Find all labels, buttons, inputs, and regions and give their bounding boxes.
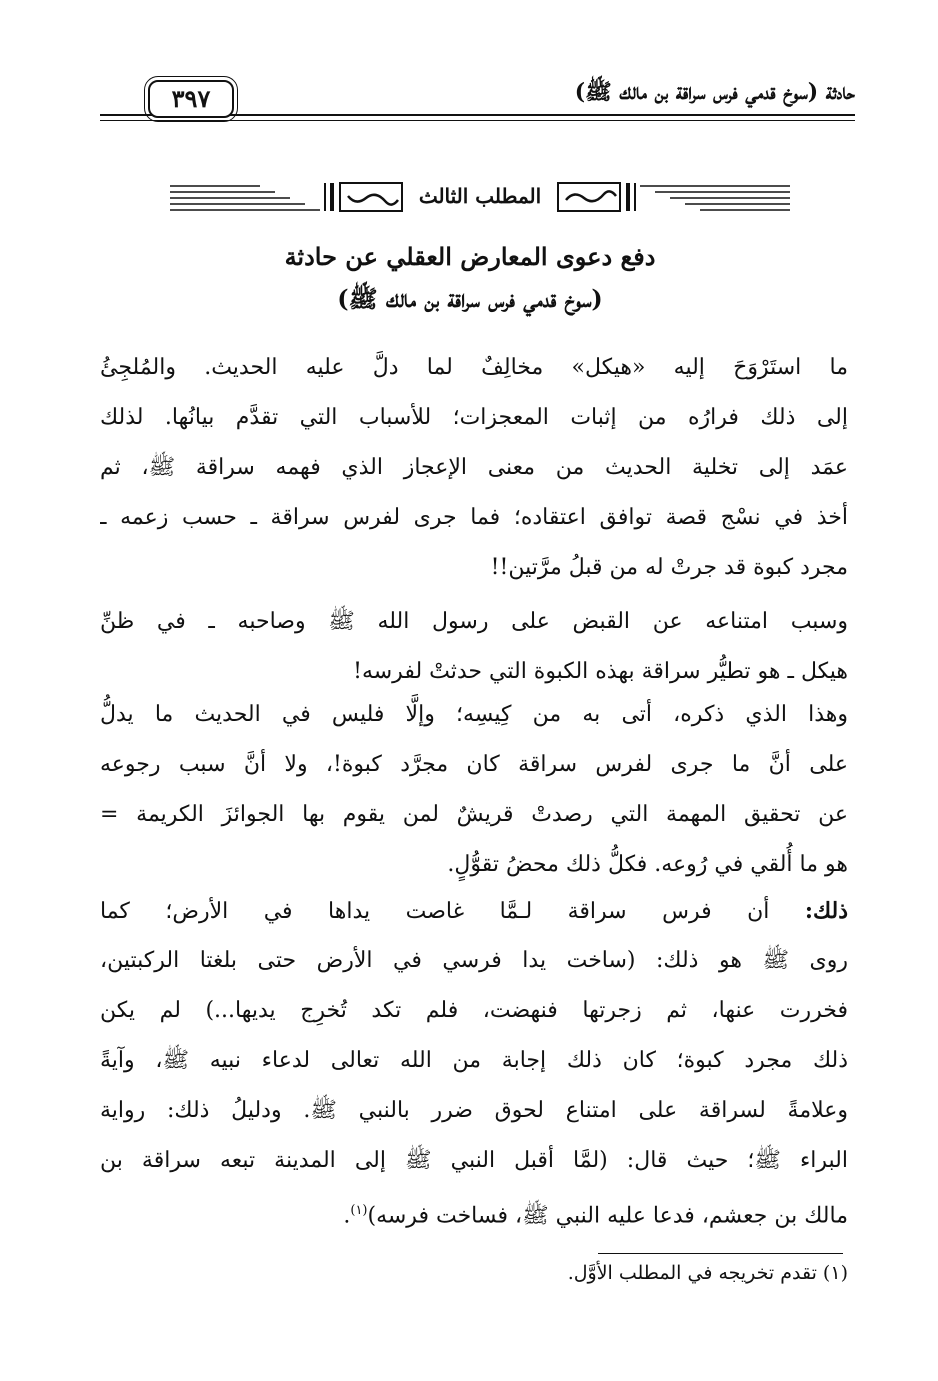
text-line <box>100 1186 848 1236</box>
text-line: إلى ذلك فرارُه من إثبات المعجزات؛ للأسباب التي تقدَّم بيانُها. لذلك <box>100 405 848 430</box>
text-line: عمَد إلى تخلية الحديث من معنى الإعجاز الذي فهمه سراقة ﷺ، ثم <box>100 455 848 480</box>
running-header <box>100 70 855 132</box>
section-ornament <box>170 180 790 220</box>
page-number: ٣٩٧ <box>148 80 234 118</box>
paragraph-1 <box>100 343 848 593</box>
text-line: روى ﷺ هو ذلك: (ساخت يدا فرسي في الأرض حتى بلغتا الركبتين، <box>100 948 848 973</box>
text-span: . <box>343 1203 351 1229</box>
footnote-marker: (١) <box>350 1203 368 1218</box>
text-span: مالك بن جعشم، فدعا عليه النبي ﷺ، فساخت فرسه) <box>367 1203 848 1229</box>
chapter-title-line-1: دفع دعوى المعارض العقلي عن حادثة <box>284 242 656 271</box>
text-line: وسبب امتناعه عن القبض على رسول الله ﷺ وصاحبه ـ في ظنِّ <box>100 609 848 634</box>
text-line: وهذا الذي ذكره، أتى به من كِيسِه؛ وإلَّا فليس في الحديث ما يدلُّ <box>100 702 848 727</box>
ornament-lines-left-icon <box>170 182 320 216</box>
text-line <box>100 886 848 936</box>
text-line: عن تحقيق المهمة التي رصدتْ قريشٌ لمن يقوم بها الجوائزَ الكريمة = <box>100 802 848 827</box>
paragraph-2 <box>100 597 848 697</box>
section-label: المطلب الثالث <box>418 184 542 208</box>
chapter-title-line-2: (سوخ قدمي فرس سراقة بن مالك ﷺ) <box>337 284 603 313</box>
text-line: وعلامةً لسراقة على امتناع لحوق ضرر بالنبي ﷺ. ودليلُ ذلك: رواية <box>100 1098 848 1123</box>
text-line: هيكل ـ هو تطيُّر سراقة بهذه الكبوة التي حدثتْ لفرسه! <box>353 659 848 684</box>
text-line: ذلك مجرد كبوة؛ كان ذلك إجابة من الله تعالى لدعاء نبيه ﷺ، وآيةً <box>100 1048 848 1073</box>
text-line: أخذ في نسْج قصة توافق اعتقاده؛ فما جرى لفرس سراقة ـ حسب زعمه ـ <box>100 505 848 530</box>
header-rule <box>100 120 855 121</box>
footnote: (١) تقدم تخريجه في المطلب الأوَّل. <box>567 1262 848 1284</box>
text-line: فخررت عنها، ثم زجرتها فنهضت، فلم تكد تُخرِج يديها...) لم يكن <box>100 998 848 1023</box>
text-line: على أنَّ ما جرى لفرس سراقة كان مجرَّد كبوة!، ولا أنَّ سبب رجوعه <box>100 752 848 777</box>
text-line: مجرد كبوة قد جرتْ له من قبلُ مرَّتين!! <box>490 555 848 580</box>
paragraph-4 <box>100 886 848 1236</box>
text-span: أن فرس سراقة لـمَّا غاصت يداها في الأرض؛ كما <box>100 899 770 924</box>
running-header-title: حادثة (سوخ قدمي فرس سراقة بن مالك ﷺ) <box>574 79 855 105</box>
paragraph-3 <box>100 690 848 890</box>
text-line: ما استَرْوَحَ إليه «هيكل» مخالِفٌ لما دلَّ عليه الحديث. والمُلجِئُ <box>100 355 848 380</box>
text-line: البراء ﷺ؛ حيث قال: (لمَّا أقبل النبي ﷺ إلى المدينة تبعه سراقة بن <box>100 1148 848 1173</box>
text-line: هو ما أُلقي في رُوعه. فكلُّ ذلك محضُ تقوُّلٍ. <box>447 852 848 877</box>
ornament-lines-right-icon <box>640 182 790 216</box>
paragraph-lead-word: ذلك: <box>804 898 848 924</box>
footnote-separator <box>598 1253 843 1254</box>
